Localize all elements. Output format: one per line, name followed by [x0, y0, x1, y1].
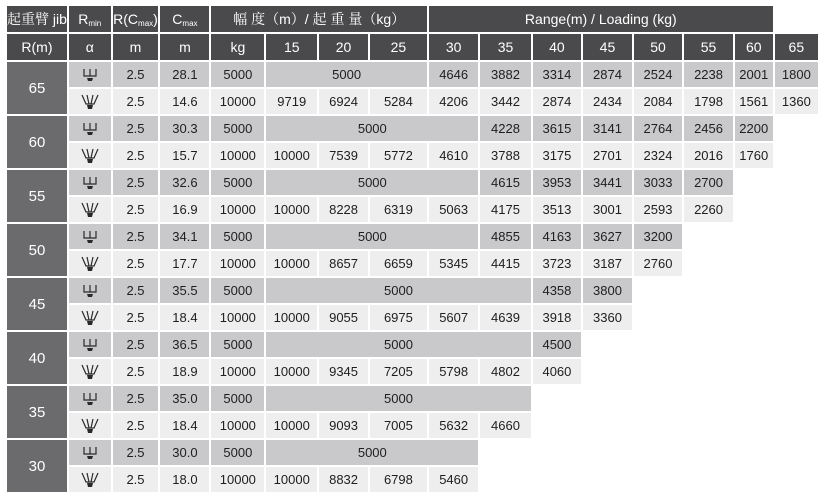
empty-cell: [634, 359, 683, 384]
table-row-double: [7, 467, 818, 492]
cmax-unit: kg: [211, 34, 264, 60]
jib-length-cell: 60: [7, 116, 67, 168]
load-cell: 9093: [319, 413, 368, 438]
load-cell: 4610: [429, 143, 478, 168]
load-cell: 3800: [583, 278, 632, 303]
jib-length-cell: 50: [7, 224, 67, 276]
cmax-header: Cmax: [160, 6, 209, 32]
load-cell: 5607: [429, 305, 478, 330]
load-cell: 1760: [735, 143, 773, 168]
range-header-en: Range(m) / Loading (kg): [429, 6, 773, 32]
table-row-double: [7, 251, 818, 276]
load-cell: 5345: [429, 251, 478, 276]
header-row-2: [7, 34, 818, 60]
range-col-header: 35: [480, 34, 530, 60]
load-cell: 1561: [735, 89, 773, 114]
constant-load-span: 5000: [266, 332, 530, 357]
jib-length-cell: 45: [7, 278, 67, 330]
load-cell: 2593: [634, 197, 683, 222]
load-cell: 2324: [634, 143, 683, 168]
load-cell: 1800: [775, 62, 818, 87]
load-cell: 5460: [429, 467, 478, 492]
jib-length-cell: 65: [7, 62, 67, 114]
range-col-header: 25: [370, 34, 427, 60]
load-cell: 8228: [319, 197, 368, 222]
load-cell: 2238: [684, 62, 733, 87]
rcmax-cell: 32.6: [160, 170, 209, 195]
single-fall-hook-icon: [69, 116, 111, 141]
rcmax-cell: 14.6: [160, 89, 209, 114]
constant-load-span: 5000: [266, 278, 530, 303]
empty-cell: [735, 305, 773, 330]
single-fall-hook-icon: [69, 440, 111, 465]
load-cell: 2701: [583, 143, 632, 168]
rcmax-cell: 28.1: [160, 62, 209, 87]
rcmax-cell: 18.9: [160, 359, 209, 384]
rcmax-cell: 16.9: [160, 197, 209, 222]
load-cell: 3953: [533, 170, 582, 195]
load-cell: 7539: [319, 143, 368, 168]
load-cell: 2764: [634, 116, 683, 141]
load-cell: 10000: [266, 359, 317, 384]
load-cell: 4660: [480, 413, 530, 438]
header-row-1: [7, 6, 818, 32]
cmax-cell: 5000: [211, 224, 264, 249]
empty-cell: [735, 251, 773, 276]
empty-cell: [533, 467, 582, 492]
empty-cell: [775, 251, 818, 276]
double-fall-hook-icon: [69, 467, 111, 492]
jib-length-cell: 30: [7, 440, 67, 492]
rmin-cell: 2.5: [113, 467, 159, 492]
empty-cell: [735, 413, 773, 438]
empty-cell: [775, 386, 818, 411]
rmin-cell: 2.5: [113, 359, 159, 384]
cmax-cell: 5000: [211, 332, 264, 357]
double-fall-hook-icon: [69, 143, 111, 168]
double-fall-hook-icon: [69, 251, 111, 276]
double-fall-hook-icon: [69, 413, 111, 438]
load-cell: 4175: [480, 197, 530, 222]
load-cell: 4855: [480, 224, 530, 249]
empty-cell: [583, 440, 632, 465]
load-cell: 6319: [370, 197, 427, 222]
table-row-double: [7, 197, 818, 222]
empty-cell: [775, 143, 818, 168]
empty-cell: [583, 413, 632, 438]
table-row-double: [7, 359, 818, 384]
single-fall-hook-icon: [69, 278, 111, 303]
jib-length-cell: 55: [7, 170, 67, 222]
rcmax-header: R(Cmax): [113, 6, 159, 32]
table-row-double: [7, 143, 818, 168]
range-col-header: 40: [533, 34, 582, 60]
rmin-cell: 2.5: [113, 170, 159, 195]
table-row-double: [7, 89, 818, 114]
load-cell: 2200: [735, 116, 773, 141]
jib-length-cell: 40: [7, 332, 67, 384]
load-cell: 2001: [735, 62, 773, 87]
empty-cell: [583, 467, 632, 492]
load-cell: 4206: [429, 89, 478, 114]
table-row-single: [7, 116, 818, 141]
rcmax-unit: m: [160, 34, 209, 60]
empty-cell: [775, 440, 818, 465]
load-cell: 3882: [480, 62, 530, 87]
cmax-cell: 5000: [211, 278, 264, 303]
rcmax-cell: 35.0: [160, 386, 209, 411]
cmax-cell: 5000: [211, 62, 264, 87]
rcmax-cell: 30.0: [160, 440, 209, 465]
rmin-cell: 2.5: [113, 143, 159, 168]
empty-cell: [775, 305, 818, 330]
empty-cell: [684, 251, 733, 276]
single-fall-hook-icon: [69, 170, 111, 195]
empty-cell: [634, 467, 683, 492]
load-cell: 9055: [319, 305, 368, 330]
load-cell: 10000: [266, 197, 317, 222]
double-fall-hook-icon: [69, 359, 111, 384]
table-row-single: [7, 62, 818, 87]
cmax-cell: 5000: [211, 386, 264, 411]
empty-cell: [775, 116, 818, 141]
load-cell: 8832: [319, 467, 368, 492]
load-cell: 6659: [370, 251, 427, 276]
empty-cell: [533, 413, 582, 438]
rcmax-cell: 36.5: [160, 332, 209, 357]
load-cell: 3200: [634, 224, 683, 249]
load-cell: 2456: [684, 116, 733, 141]
load-cell: 3360: [583, 305, 632, 330]
empty-cell: [775, 467, 818, 492]
load-chart-table: [5, 4, 820, 494]
load-cell: 2700: [684, 170, 733, 195]
empty-cell: [480, 467, 530, 492]
empty-cell: [775, 359, 818, 384]
cmax-cell: 10000: [211, 251, 264, 276]
load-cell: 3033: [634, 170, 683, 195]
double-fall-hook-icon: [69, 197, 111, 222]
load-cell: 10000: [266, 467, 317, 492]
constant-load-span: 5000: [266, 440, 478, 465]
jib-length-cell: 35: [7, 386, 67, 438]
empty-cell: [684, 305, 733, 330]
load-cell: 10000: [266, 305, 317, 330]
empty-cell: [735, 467, 773, 492]
empty-cell: [634, 305, 683, 330]
cmax-cell: 5000: [211, 170, 264, 195]
constant-load-span: 5000: [266, 170, 478, 195]
single-fall-hook-icon: [69, 332, 111, 357]
constant-load-span: 5000: [266, 224, 478, 249]
load-cell: 8657: [319, 251, 368, 276]
empty-cell: [775, 278, 818, 303]
load-cell: 9345: [319, 359, 368, 384]
load-cell: 2260: [684, 197, 733, 222]
load-cell: 2434: [583, 89, 632, 114]
empty-cell: [684, 467, 733, 492]
load-cell: 6975: [370, 305, 427, 330]
load-cell: 4358: [533, 278, 582, 303]
empty-cell: [684, 413, 733, 438]
load-cell: 3441: [583, 170, 632, 195]
load-cell: 3314: [533, 62, 582, 87]
table-row-single: [7, 332, 818, 357]
empty-cell: [735, 359, 773, 384]
load-cell: 4060: [533, 359, 582, 384]
table-row-single: [7, 440, 818, 465]
load-cell: 3141: [583, 116, 632, 141]
cmax-cell: 10000: [211, 467, 264, 492]
empty-cell: [533, 440, 582, 465]
load-cell: 4639: [480, 305, 530, 330]
rmin-cell: 2.5: [113, 197, 159, 222]
load-cell: 10000: [266, 143, 317, 168]
empty-cell: [583, 359, 632, 384]
load-cell: 4415: [480, 251, 530, 276]
load-cell: 2016: [684, 143, 733, 168]
rmin-header: Rmin: [69, 6, 111, 32]
empty-cell: [684, 278, 733, 303]
cmax-cell: 10000: [211, 89, 264, 114]
empty-cell: [775, 224, 818, 249]
empty-cell: [634, 440, 683, 465]
load-cell: 5632: [429, 413, 478, 438]
range-col-header: 15: [266, 34, 317, 60]
jib-header: 起重臂 jib: [7, 6, 67, 32]
empty-cell: [684, 440, 733, 465]
rmin-cell: 2.5: [113, 278, 159, 303]
single-fall-hook-icon: [69, 224, 111, 249]
load-cell: 4163: [533, 224, 582, 249]
rcmax-cell: 17.7: [160, 251, 209, 276]
empty-cell: [735, 440, 773, 465]
empty-cell: [735, 224, 773, 249]
load-cell: 10000: [266, 251, 317, 276]
rmin-cell: 2.5: [113, 386, 159, 411]
table-row-single: [7, 224, 818, 249]
load-cell: 6798: [370, 467, 427, 492]
empty-cell: [480, 440, 530, 465]
empty-cell: [583, 386, 632, 411]
load-cell: 7205: [370, 359, 427, 384]
empty-cell: [735, 386, 773, 411]
rcmax-cell: 18.4: [160, 305, 209, 330]
rmin-unit: m: [113, 34, 159, 60]
rmin-cell: 2.5: [113, 305, 159, 330]
load-cell: 3723: [533, 251, 582, 276]
rmin-cell: 2.5: [113, 62, 159, 87]
load-cell: 3001: [583, 197, 632, 222]
rcmax-cell: 18.4: [160, 413, 209, 438]
load-cell: 7005: [370, 413, 427, 438]
table-row-double: [7, 305, 818, 330]
load-cell: 6924: [319, 89, 368, 114]
load-cell: 4228: [480, 116, 530, 141]
rmin-cell: 2.5: [113, 413, 159, 438]
load-cell: 4500: [533, 332, 582, 357]
load-cell: 5772: [370, 143, 427, 168]
rmin-cell: 2.5: [113, 251, 159, 276]
rmin-cell: 2.5: [113, 89, 159, 114]
load-cell: 2874: [583, 62, 632, 87]
load-cell: 2874: [533, 89, 582, 114]
constant-load-span: 5000: [266, 62, 427, 87]
rcmax-cell: 18.0: [160, 467, 209, 492]
rmin-cell: 2.5: [113, 332, 159, 357]
load-cell: 10000: [266, 413, 317, 438]
rcmax-cell: 30.3: [160, 116, 209, 141]
rcmax-cell: 34.1: [160, 224, 209, 249]
empty-cell: [634, 386, 683, 411]
empty-cell: [634, 278, 683, 303]
double-fall-hook-icon: [69, 89, 111, 114]
rcmax-cell: 35.5: [160, 278, 209, 303]
cmax-cell: 10000: [211, 359, 264, 384]
double-fall-hook-icon: [69, 305, 111, 330]
load-cell: 3187: [583, 251, 632, 276]
single-fall-hook-icon: [69, 62, 111, 87]
empty-cell: [583, 332, 632, 357]
load-cell: 3788: [480, 143, 530, 168]
cmax-cell: 10000: [211, 305, 264, 330]
r-unit-header: R(m): [7, 34, 67, 60]
load-cell: 5284: [370, 89, 427, 114]
load-cell: 3615: [533, 116, 582, 141]
range-col-header: 30: [429, 34, 478, 60]
alpha-header: α: [69, 34, 111, 60]
range-col-header: 45: [583, 34, 632, 60]
load-cell: 5063: [429, 197, 478, 222]
cmax-cell: 5000: [211, 116, 264, 141]
empty-cell: [735, 278, 773, 303]
empty-cell: [775, 332, 818, 357]
empty-cell: [684, 359, 733, 384]
single-fall-hook-icon: [69, 386, 111, 411]
table-row-double: [7, 413, 818, 438]
empty-cell: [684, 386, 733, 411]
load-cell: 3442: [480, 89, 530, 114]
table-row-single: [7, 386, 818, 411]
cmax-cell: 10000: [211, 197, 264, 222]
range-col-header: 65: [775, 34, 818, 60]
load-cell: 3513: [533, 197, 582, 222]
load-cell: 1798: [684, 89, 733, 114]
load-cell: 3918: [533, 305, 582, 330]
empty-cell: [684, 332, 733, 357]
load-cell: 2524: [634, 62, 683, 87]
empty-cell: [735, 170, 773, 195]
load-cell: 1360: [775, 89, 818, 114]
range-col-header: 60: [735, 34, 773, 60]
rmin-cell: 2.5: [113, 116, 159, 141]
empty-cell: [735, 332, 773, 357]
range-col-header: 50: [634, 34, 683, 60]
range-col-header: 55: [684, 34, 733, 60]
load-cell: 3627: [583, 224, 632, 249]
empty-cell: [533, 386, 582, 411]
cmax-cell: 5000: [211, 440, 264, 465]
load-cell: 3175: [533, 143, 582, 168]
load-cell: 5798: [429, 359, 478, 384]
empty-cell: [684, 224, 733, 249]
empty-cell: [735, 197, 773, 222]
load-cell: 2084: [634, 89, 683, 114]
load-cell: 4615: [480, 170, 530, 195]
constant-load-span: 5000: [266, 116, 478, 141]
empty-cell: [775, 170, 818, 195]
range-header-cn: 幅 度（m）/ 起 重 量（kg）: [211, 6, 427, 32]
range-col-header: 20: [319, 34, 368, 60]
constant-load-span: 5000: [266, 386, 530, 411]
empty-cell: [634, 413, 683, 438]
rmin-cell: 2.5: [113, 224, 159, 249]
load-cell: 2760: [634, 251, 683, 276]
rcmax-cell: 15.7: [160, 143, 209, 168]
table-row-single: [7, 278, 818, 303]
load-cell: 4802: [480, 359, 530, 384]
empty-cell: [775, 413, 818, 438]
load-cell: 4646: [429, 62, 478, 87]
empty-cell: [775, 197, 818, 222]
empty-cell: [634, 332, 683, 357]
table-row-single: [7, 170, 818, 195]
load-cell: 9719: [266, 89, 317, 114]
cmax-cell: 10000: [211, 413, 264, 438]
rmin-cell: 2.5: [113, 440, 159, 465]
cmax-cell: 10000: [211, 143, 264, 168]
